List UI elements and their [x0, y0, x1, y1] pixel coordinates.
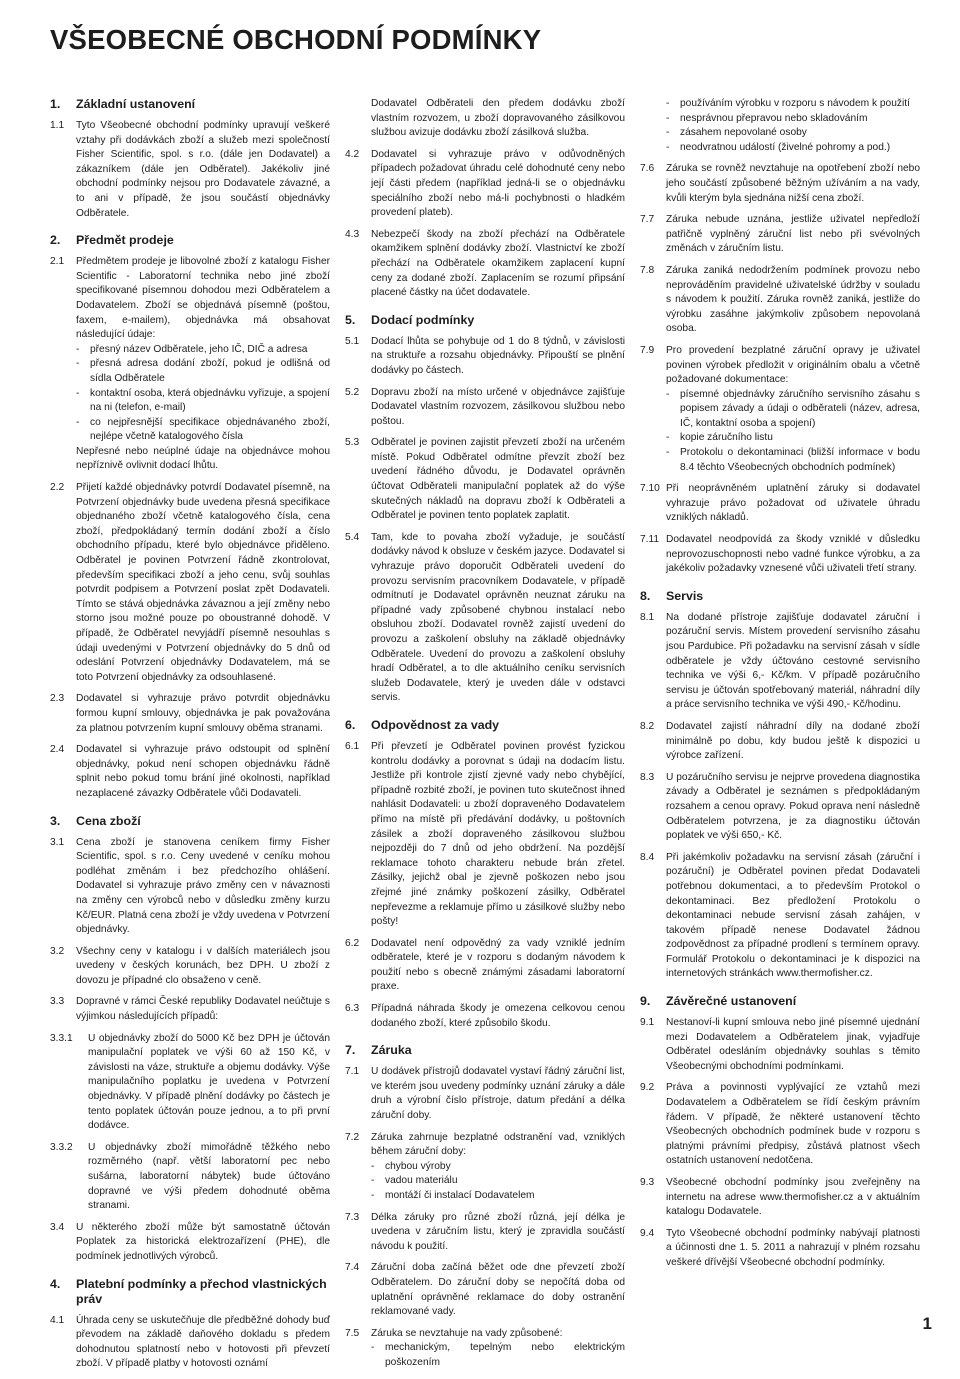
section-number: 6.: [345, 717, 356, 732]
section-number: 2.: [50, 233, 61, 248]
section-heading: [50, 814, 330, 829]
clause-text: Tyto Všeobecné obchodní podmínky nabývají platnosti a účinnosti dne 1. 5. 2011 a nahrazují v plném rozsahu veškeré dřívější Všeobecné obchodní podmínky.: [666, 1227, 920, 1268]
section-number: 8.: [640, 588, 651, 603]
clause-body: [666, 851, 920, 982]
clause: [345, 386, 625, 430]
clause-number: 3.3.2: [50, 1141, 73, 1153]
clause: [640, 1016, 920, 1074]
clause-text: U některého zboží může být samostatně účtován Poplatek za historická elektrozařízení (PHE), dle podmínek jednotlivých výrobců.: [76, 1221, 330, 1262]
section-heading: [345, 313, 625, 328]
clause: [640, 533, 920, 577]
column-3: [640, 97, 920, 1278]
clause-body: [666, 533, 920, 577]
clause: [640, 213, 920, 257]
clause-number: 8.1: [640, 611, 655, 623]
clause-number: 1.1: [50, 120, 65, 131]
clause-text: Záruka se nevztahuje na vady způsobené:: [371, 1327, 563, 1339]
clause-note: Nepřesné nebo neúplné údaje na objednávce mohou nepříznivě ovlivnit dodací lhůtu.: [76, 445, 330, 472]
clause: [50, 1141, 330, 1214]
clause: [50, 945, 330, 989]
page-number: 1: [922, 1314, 932, 1333]
clause-text: Záruka nebude uznána, jestliže uživatel nepředloží patřičně vyplněný záruční list nebo při svévolných změnách v záručním listu.: [666, 214, 920, 255]
clause: [345, 436, 625, 524]
continued-text: [640, 97, 920, 155]
clause-body: [371, 1261, 625, 1319]
dash-list: [666, 97, 920, 155]
section-title: Základní ustanovení: [76, 97, 196, 111]
section-title: Odpovědnost za vady: [371, 717, 500, 732]
clause-text: Nestanoví-li kupní smlouva nebo jiné písemné ujednání mezi Dodavatelem a Odběratelem jinak, vyjadřuje Odběratel odesláním objednávky souhlas s těmito Všeobecnými obchodními podmínkami.: [666, 1017, 920, 1072]
clause-number: 7.6: [640, 163, 655, 175]
clause-text: Dodavatel si vyhrazuje právo v odůvodněných případech požadovat úhradu celé dohodnuté ceny nebo její části předem (například jedná-li se o objednávku speciálního zboží nebo má-li pochybnosti o hladkém provedení plateb).: [371, 148, 625, 219]
clause-number: 7.2: [345, 1131, 360, 1143]
clause-body: [88, 1032, 330, 1134]
clause-number: 8.3: [640, 771, 655, 783]
clause-number: 2.4: [50, 744, 65, 756]
clause-number: 7.3: [345, 1211, 360, 1223]
clause: [50, 836, 330, 938]
list-item: - zásahem nepovolané osoby: [666, 126, 920, 141]
clause-number: 6.1: [345, 740, 360, 752]
clause-body: [666, 771, 920, 844]
clause: [345, 740, 625, 930]
clause-text: Při převzetí je Odběratel povinen provést fyzickou kontrolu dodávky a porovnat s údaji na dodacím listu. Jestliže při kontrole zjistí zjevné vady nebo chybějící, případně rozbité zboží, je povinen tuto skutečnost ihned nahlásit Dodavateli: u zboží dopraveného Dodavatelem přímo na místě při předávání dodávky, u poštovních zásilek a zboží dopraveného zásilkovou službou nejpozději do 7 dnů od jeho obdržení. Na pozdější reklamace tohoto charakteru nebude brán zřetel. Zásilky, jejichž obal je zjevně poškozen nebo jsou zřejmé jiné známky poškození zásilky, Odběratel nepřevezme a reklamuje přímo u zásilkové služby nebo pošty!: [371, 740, 625, 928]
clause: [345, 228, 625, 301]
clause-text: Dodací lhůta se pohybuje od 1 do 8 týdnů, v závislosti na struktuře a rozsahu objednávky. Připouští se plnění dodávky po částech.: [371, 335, 625, 376]
clause-text: Délka záruky pro různé zboží různá, její délka je uvedena v záručním listu, který je zpravidla součástí návodu k použití.: [371, 1211, 625, 1252]
clause-number: 3.1: [50, 836, 65, 848]
clause-number: 9.4: [640, 1227, 655, 1239]
clause-number: 2.2: [50, 482, 65, 494]
clause-text: Záruka zaniká nedodržením podmínek provozu nebo neprováděním pravidelné uživatelské údržby v souladu s návodem k použití. Záruka rovněž zaniká, jestliže do výrobku zasáhne jakýmkoliv způsobem nepovolaná osoba.: [666, 264, 920, 335]
clause-number: 9.1: [640, 1017, 655, 1029]
clause-text: Při jakémkoliv požadavku na servisní zásah (záruční i pozáruční) je Odběratel povinen předat Dodavateli potřebnou dokumentaci, a to především Protokol o dekontaminaci. Bez předložení Protokolu o dekontaminaci nebude servisní zásah zahájen, v takovém případě nenese Dodavatel žádnou zodpovědnost za případné prodlení s termínem opravy. Formulář Protokolu o dekontaminaci je k dispozici na internetových stránkách www.thermofisher.cz.: [666, 851, 920, 980]
section-heading: [50, 233, 330, 248]
clause-body: [371, 335, 625, 379]
clause-body: [666, 264, 920, 337]
clause-body: [371, 228, 625, 301]
section-number: 9.: [640, 994, 651, 1009]
clause-number: 5.2: [345, 386, 360, 398]
clause: [640, 771, 920, 844]
clause-body: [76, 836, 330, 938]
list-item: - mechanickým, tepelným nebo elektrickým poškozením: [371, 1341, 625, 1370]
clause-body: [76, 743, 330, 801]
clause: [345, 148, 625, 221]
section-title: Platební podmínky a přechod vlastnických práv: [76, 1276, 327, 1306]
clause-number: 7.9: [640, 344, 655, 356]
dash-list: [371, 1160, 625, 1204]
clause-text: U objednávky zboží mimořádně těžkého nebo rozměrného (např. větší laboratorní pec nebo sušárna, laboratorní nábytek) bude účtováno dopravné ve výši předem dohodnuté oběma stranami.: [88, 1141, 330, 1212]
clause-body: [76, 255, 330, 474]
clause-number: 8.4: [640, 851, 655, 863]
clause-text: U dodávek přístrojů dodavatel vystaví řádný záruční list, ve kterém jsou uvedeny podmínky uznání záruky a dále druh a výrobní číslo přístroje, datum předání a délka záruční doby.: [371, 1066, 625, 1122]
clause-body: [666, 611, 920, 713]
list-item: - Protokolu o dekontaminaci (bližší informace v bodu 8.4 těchto Všeobecných obchodních podmínek): [666, 446, 920, 475]
section-title: Dodací podmínky: [371, 312, 475, 327]
clause: [345, 1131, 625, 1204]
clause: [50, 1314, 330, 1372]
clause-text: Případná náhrada škody je omezena celkovou cenou dodaného zboží, které způsobilo škodu.: [371, 1003, 625, 1029]
clause-number: 6.2: [345, 937, 360, 949]
clause-number: 7.1: [345, 1066, 360, 1078]
clause: [345, 335, 625, 379]
section-number: 4.: [50, 1276, 61, 1291]
clause-text: Tyto Všeobecné obchodní podmínky upravují veškeré vztahy při dodávkách zboží a služeb mezi společností Fisher Scientific, spol. s r.o. (dále jen Dodavatel) a zákazníkem (dále jen Odběratel). Jakékoliv jiné obchodní podmínky nejsou pro Dodavatele závazné, a to ani v případě, že jsou součástí objednávky Odběratele.: [76, 120, 330, 219]
clause: [50, 1221, 330, 1265]
clause-number: 5.4: [345, 531, 360, 543]
clause-text: Úhrada ceny se uskutečňuje dle předběžné dohody buď převodem na základě daňového dokladu s předem dohodnutou splatností nebo v hotovosti při převzetí zboží. V případě platby v hotovosti oznámí: [76, 1314, 330, 1370]
clause-body: [76, 945, 330, 989]
list-item: - montáží či instalací Dodavatelem: [371, 1189, 625, 1204]
page-title: VŠEOBECNÉ OBCHODNÍ PODMÍNKY: [50, 24, 542, 55]
clause-number: 2.1: [50, 256, 65, 268]
clause-number: 3.4: [50, 1221, 65, 1233]
clause: [345, 937, 625, 995]
section-heading: [50, 97, 330, 112]
clause-body: [76, 692, 330, 736]
clause-number: 8.2: [640, 720, 655, 732]
list-item: - co nejpřesnější specifikace objednávaného zboží, nejlépe včetně katalogového čísla: [76, 416, 330, 445]
clause-text: Odběratel je povinen zajistit převzetí zboží na určeném místě. Pokud Odběratel odmítne převzít zboží bez uvedení řádného důvodu, je Dodavatel oprávněn účtovat Odběrateli manipulační poplatek až do výše skutečných nákladů na dopravu zboží k Odběrateli a Odběratel je povinen tento poplatek zaplatit.: [371, 437, 625, 522]
section-number: 5.: [345, 312, 356, 327]
clause-text: Cena zboží je stanovena ceníkem firmy Fisher Scientific, spol. s r.o. Ceny uvedené v ceníku mohou podléhat změnám i bez předchozího ohlášení. Dodavatel si vyhrazuje právo změny cen v návaznosti na změny cen výrobců nebo v důsledku změny kurzu Kč/EUR. Platná cena zboží je vždy uvedena v Potvrzení objednávky.: [76, 836, 330, 936]
clause: [640, 162, 920, 206]
section-number: 1.: [50, 97, 61, 111]
section-title: Předmět prodeje: [76, 233, 174, 248]
section-heading: [640, 589, 920, 604]
section-number: 7.: [345, 1043, 356, 1058]
list-item: - nesprávnou přepravou nebo skladováním: [666, 112, 920, 127]
clause-body: [76, 1314, 330, 1372]
clause-number: 7.11: [640, 534, 660, 546]
clause: [345, 1065, 625, 1123]
clause-text: Při neoprávněném uplatnění záruky si dodavatel vyhrazuje právo požadovat od uživatele úhradu vzniklých nákladů.: [666, 483, 920, 524]
clause-body: [666, 344, 920, 475]
clause-text: Dodavatel si vyhrazuje právo odstoupit od splnění objednávky, pokud není schopen objednávku řádně splnit nebo pokud tomu brání jiné okolnosti, například nezaplacené závazky Odběratele vůči Dodavateli.: [76, 744, 330, 799]
clause: [50, 743, 330, 801]
column-2: [345, 97, 625, 1378]
dash-list: [666, 388, 920, 476]
clause-number: 5.1: [345, 335, 360, 347]
clause: [640, 264, 920, 337]
clause: [640, 851, 920, 982]
clause-body: [371, 386, 625, 430]
clause: [50, 255, 330, 474]
clause-body: [666, 720, 920, 764]
section-number: 3.: [50, 813, 61, 828]
clause-number: 9.3: [640, 1177, 655, 1188]
clause-text: Pro provedení bezplatné záruční opravy je uživatel povinen výrobek předložit v originálním obalu a včetně požadované dokumentace:: [666, 344, 920, 386]
clause-number: 3.2: [50, 945, 65, 957]
list-item: - neodvratnou událostí (živelné pohromy a pod.): [666, 141, 920, 156]
clause: [640, 611, 920, 713]
section-title: Záruka: [371, 1043, 412, 1058]
clause-text: Záruční doba začíná běžet ode dne převzetí zboží Odběratelem. Do záruční doby se nepočítá doba od uplatnění oprávněné reklamace do doby ostranění reklamované vady.: [371, 1262, 625, 1318]
clause-text: Práva a povinnosti vyplývající ze vztahů mezi Dodavatelem a Odběratelem se řídí českým právním řádem. V případě, že některé ustanovení těchto Všeobecných obchodních podmínek bude v rozporu s platnými právními předpisy, zůstává platnost všech ostatních ustanovení nedotčena.: [666, 1082, 920, 1167]
clause-number: 3.3: [50, 996, 65, 1008]
section-title: Závěrečné ustanovení: [666, 994, 797, 1009]
clause-body: [666, 1016, 920, 1074]
clause: [640, 720, 920, 764]
clause-body: [371, 531, 625, 706]
list-item: - kontaktní osoba, která objednávku vyřizuje, a spojení na ni (telefon, e-mail): [76, 387, 330, 416]
clause: [345, 1327, 625, 1371]
clause: [50, 119, 330, 221]
list-item: - chybou výroby: [371, 1160, 625, 1175]
clause-body: [371, 1211, 625, 1255]
clause-body: [666, 162, 920, 206]
section-title: Servis: [666, 588, 704, 603]
list-item: - přesná adresa dodání zboží, pokud je odlišná od sídla Odběratele: [76, 357, 330, 386]
clause: [640, 344, 920, 475]
clause: [640, 1081, 920, 1169]
clause-text: Dodavatel Odběrateli den předem dodávku zboží vlastním rozvozem, u zboží dopravovaného zásilkovou službou avizuje dodávku zboží zásilková služba.: [371, 98, 625, 139]
clause-text: Záruka zahrnuje bezplatné odstranění vad, vzniklých během záruční doby:: [371, 1131, 625, 1158]
clause-body: [76, 481, 330, 685]
clause-body: [666, 213, 920, 257]
clause-number: 7.7: [640, 214, 655, 226]
clause-body: [666, 482, 920, 526]
clause-text: Záruka se rovněž nevztahuje na opotřebení zboží nebo jeho součástí způsobené běžným užíváním a na vady, kvůli kterým byla sjednána nižší cena zboží.: [666, 163, 920, 204]
clause: [640, 482, 920, 526]
dash-list: [76, 343, 330, 445]
clause-number: 3.3.1: [50, 1032, 73, 1044]
clause: [50, 1032, 330, 1134]
clause-number: 4.2: [345, 148, 360, 160]
clause-text: Přijetí každé objednávky potvrdí Dodavatel písemně, na Potvrzení objednávky bude uvedena přesná specifikace objednaného zboží včetně katalogového čísla, cena zboží, předpokládaný termín dodání zboží a číslo obchodního případu, které bylo objednávce přiděleno. Odběratel je povinen Potvrzení řádně zkontrolovat, především specifikaci zboží a jeho cenu, svůj souhlas potvrdit podpisem a Potvrzení poslat zpět Dodavateli. Tímto se stává objednávka závaznou a její změny nebo storno jsou možné pouze po oboustranné dohodě. V případě, že Odběratel nevyjádří písemně nesouhlas s údaji uvedenými v Potvrzení objednávky do 5 dnů od odeslání Potvrzení objednávky Dodavatelem, má se toto Potvrzení objednávky za odsouhlasené.: [76, 482, 330, 683]
clause-body: [666, 1081, 920, 1169]
continued-text: [345, 97, 625, 141]
clause-text: Předmětem prodeje je libovolné zboží z katalogu Fisher Scientific - Laboratorní technika nebo jiné zboží specifikované písemnou dohodou mezi Odběratelem a Dodavatelem. Zboží se objednává písemně (poštou, faxem, e-mailem), objednávka má obsahovat následující údaje:: [76, 256, 330, 341]
clause-text: U pozáručního servisu je nejprve provedena diagnostika závady a Odběratel je seznámen s předpokládaným rozsahem a cenou opravy. Pokud oprava není následně Odběratelem potvrzena, je za diagnostiku účtován poplatek ve výši 650,- Kč.: [666, 771, 920, 842]
clause-number: 2.3: [50, 693, 65, 705]
clause: [640, 1227, 920, 1271]
clause-text: U objednávky zboží do 5000 Kč bez DPH je účtován manipulační poplatek ve výši 60 až 150 Kč, v závislosti na váze, struktuře a objemu dodávky. Výše manipulačního poplatku je uvedena v Potvrzení objednávky. V případě plnění dodávky po částech je tento poplatek účtován pouze jednou, a to při první dodávce.: [88, 1032, 330, 1132]
clause: [345, 1002, 625, 1031]
clause-body: [371, 148, 625, 221]
column-1: [50, 97, 330, 1379]
clause-text: Všechny ceny v katalogu i v dalších materiálech jsou uvedeny v českých korunách, bez DPH. U zboží z dovozu je případné clo obsaženo v ceně.: [76, 945, 330, 986]
clause-body: [76, 1221, 330, 1265]
clause: [640, 1176, 920, 1220]
clause-number: 7.10: [640, 483, 660, 495]
clause-text: Dopravu zboží na místo určené v objednávce zajišťuje Dodavatel vlastním rozvozem, zásilkovou službou nebo poštou.: [371, 386, 625, 427]
clause-body: [666, 1176, 920, 1220]
clause-body: [88, 1141, 330, 1214]
clause-text: Dodavatel zajistí náhradní díly na dodané zboží minimálně po dobu, kdy budou ještě k dispozici u výrobce zařízení.: [666, 720, 920, 762]
clause-text: Dodavatel není odpovědný za vady vzniklé jedním odběratele, které je v rozporu s dodaným návodem k použití nebo s obecně známými zásadami laboratorní praxe.: [371, 937, 625, 993]
clause-number: 5.3: [345, 437, 360, 449]
clause: [345, 1211, 625, 1255]
clause-number: 6.3: [345, 1003, 360, 1015]
clause-body: [76, 119, 330, 221]
clause-text: Všeobecné obchodní podmínky jsou zveřejněny na internetu na adrese www.thermofisher.cz a v aktuálním katalogu Dodavatele.: [666, 1177, 920, 1218]
clause-text: Dodavatel neodpovídá za škody vzniklé v důsledku neprovozuschopnosti nebo vadné funkce výrobku, a za jakékoliv požadavky vznesené vůči uživateli třetí strany.: [666, 534, 920, 575]
clause-body: [371, 740, 625, 930]
clause-text: Tam, kde to povaha zboží vyžaduje, je součástí dodávky návod k obsluze v českém jazyce. Dodavatel si vyhrazuje právo doporučit Odběrateli uvedení do provozu servisním pracovníkem Dodavatele, v případě odmítnutí je Dodavatel oprávněn neuznat záruku na případné vady způsobené chybnou instalací nebo obsluhou zboží. Dodavatel rovněž zajistí uvedení do provozu a zaškolení obsluhy na základě objednávky Odběratele. Uvedení do provozu a zaškolení obsluhy hradí Odběratel, a to dle aktuálního ceníku servisních služeb Dodavatele, který je uveden dále v odstavci servis.: [371, 531, 625, 704]
section-heading: [345, 1043, 625, 1058]
clause-body: [371, 1002, 625, 1031]
clause-text: Dopravné v rámci České republiky Dodavatel neúčtuje s výjimkou následujících případů:: [76, 996, 330, 1023]
list-item: - písemné objednávky záručního servisního zásahu s popisem závady a údaji o odběrateli (název, adresa, IČ, kontaktní osoba a spojení): [666, 388, 920, 432]
clause-body: [371, 937, 625, 995]
clause-number: 7.8: [640, 264, 655, 276]
section-heading: [345, 718, 625, 733]
clause-text: Dodavatel si vyhrazuje právo potvrdit objednávku formou kupní smlouvy, objednávka je pak považována za platnou potvrzením kupní smlouvy oběma stranami.: [76, 693, 330, 734]
clause: [50, 995, 330, 1024]
clause-number: 4.1: [50, 1314, 65, 1326]
clause-body: [371, 436, 625, 524]
clause: [50, 481, 330, 685]
section-title: Cena zboží: [76, 813, 141, 828]
clause-number: 7.5: [345, 1327, 360, 1339]
clause: [345, 531, 625, 706]
clause-body: [371, 1327, 625, 1371]
list-item: - přesný název Odběratele, jeho IČ, DIČ a adresa: [76, 343, 330, 358]
list-item: - používáním výrobku v rozporu s návodem k použití: [666, 97, 920, 112]
clause: [345, 1261, 625, 1319]
list-item: - kopie záručního listu: [666, 431, 920, 446]
clause-number: 9.2: [640, 1082, 655, 1094]
section-heading: [640, 994, 920, 1009]
clause-text: Nebezpečí škody na zboží přechází na Odběratele okamžikem splnění dodávky zboží. Vlastnictví ke zboží přechází na Odběratele okamžikem zaplacení kupní ceny za dodané zboží. Zaplacením se rozumí připsání placené částky na účet dodavatele.: [371, 228, 625, 299]
clause-number: 7.4: [345, 1262, 360, 1274]
clause-body: [371, 1065, 625, 1123]
clause-text: Na dodané přístroje zajišťuje dodavatel záruční i pozáruční servis. Místem provedení servisního zásahu jsou Pardubice. Při požadavku na servisní zásah v sídle odběratele je vždy účtováno cestovné servisního technika ve výši 6,- Kč/km. V případě pozáručního servisu je účtován spotřebovaný materiál, náhradní díly a práce servisního technika ve výši 490,- Kč/hodinu.: [666, 611, 920, 711]
clause-number: 4.3: [345, 228, 360, 240]
section-heading: [50, 1277, 330, 1307]
clause-body: [666, 1227, 920, 1271]
list-item: - vadou materiálu: [371, 1174, 625, 1189]
clause: [50, 692, 330, 736]
clause-body: [371, 1131, 625, 1204]
clause-body: [76, 995, 330, 1024]
